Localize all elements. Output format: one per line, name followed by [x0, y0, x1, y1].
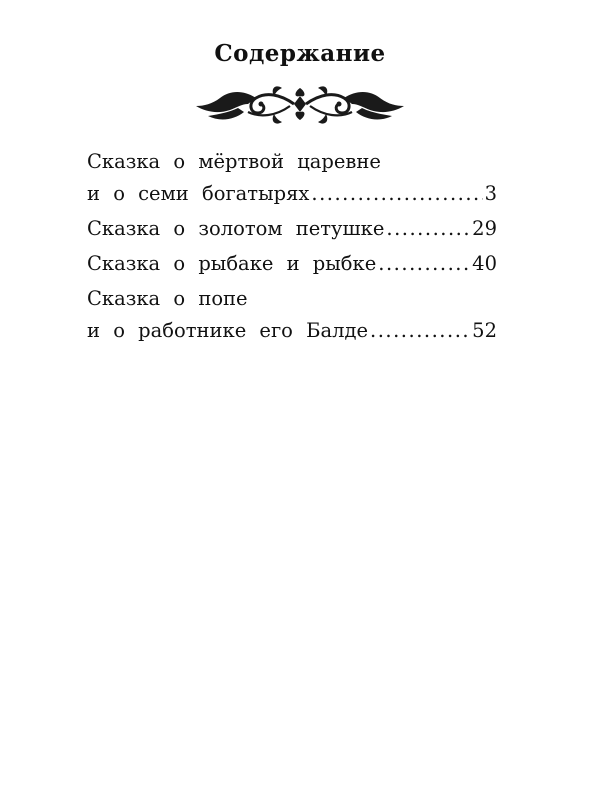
toc-entry[interactable] [87, 213, 497, 245]
toc-entry[interactable] [87, 146, 497, 210]
toc-leader-dots [378, 248, 470, 280]
toc-line [87, 248, 497, 280]
toc-page-number: 3 [484, 182, 497, 205]
toc-entry-title-cont: и о работнике его Балде [87, 319, 369, 342]
toc-leader-dots [311, 178, 482, 210]
toc-entry-title: Сказка о мёртвой царевне [87, 150, 381, 173]
toc-page-number: 29 [472, 217, 497, 240]
table-of-contents [87, 146, 497, 350]
toc-line [87, 283, 497, 315]
toc-entry-title: Сказка о попе [87, 287, 248, 310]
floral-divider-icon [190, 82, 410, 130]
toc-page-number: 52 [472, 319, 497, 342]
toc-entry-title: Сказка о золотом петушке [87, 217, 385, 240]
toc-line [87, 213, 497, 245]
toc-entry[interactable] [87, 283, 497, 347]
toc-entry[interactable] [87, 248, 497, 280]
toc-page-number: 40 [472, 252, 497, 275]
toc-line [87, 146, 497, 178]
toc-entry-title-cont: и о семи богатырях [87, 182, 310, 205]
toc-line [87, 315, 497, 347]
toc-line [87, 178, 497, 210]
toc-entry-title: Сказка о рыбаке и рыбке [87, 252, 377, 275]
page-title: Содержание [214, 40, 386, 67]
toc-leader-dots [370, 315, 470, 347]
toc-leader-dots [386, 213, 470, 245]
